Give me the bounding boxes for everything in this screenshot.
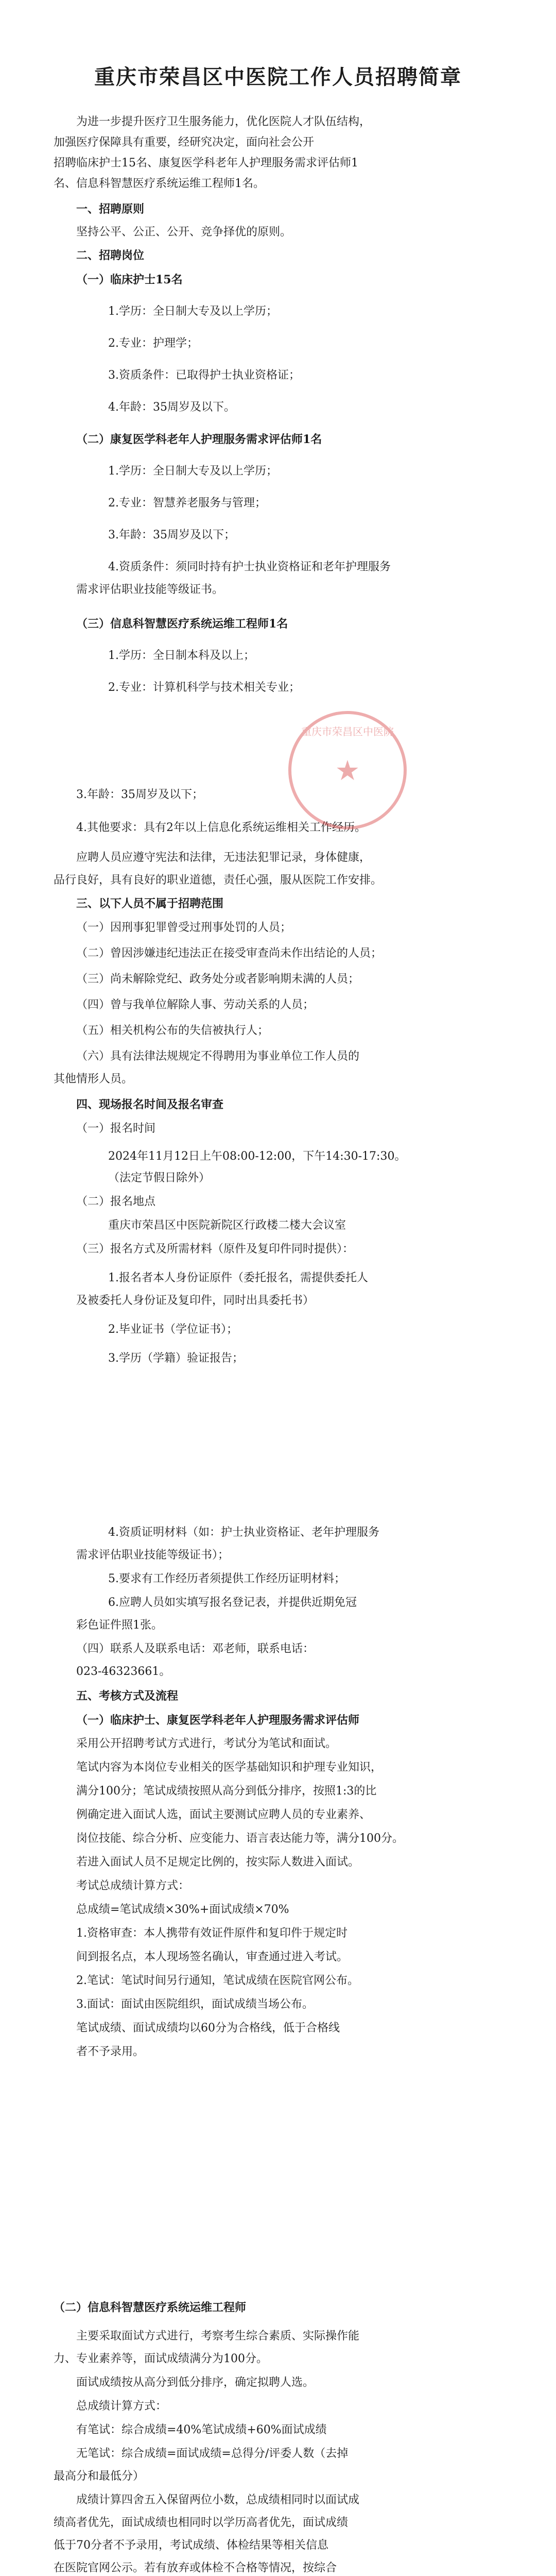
intro-line: 名、信息科智慧医疗系统运维工程师1名。: [54, 177, 265, 190]
intro-line: 加强医疗保障具有重要，经研究决定，面向社会公开: [54, 136, 315, 149]
subsection-heading: （二）康复医学科老年人护理服务需求评估师1名: [76, 433, 322, 446]
section-heading: 二、招聘岗位: [76, 249, 145, 262]
paragraph: 力、专业素养等，面试成绩满分为100分。: [54, 2352, 268, 2365]
contact-phone: 023-46323661。: [76, 1665, 171, 1678]
list-item: 6.应聘人员如实填写报名登记表，并提供近期免冠: [108, 1596, 357, 1609]
list-item: （一）因刑事犯罪曾受过刑事处罚的人员；: [76, 921, 292, 934]
paragraph: 例确定进入面试人选，面试主要测试应聘人员的专业素养、: [76, 1808, 371, 1821]
subsection-heading: （三）信息科智慧医疗系统运维工程师1名: [76, 617, 288, 631]
paragraph: 总成绩计算方式：: [76, 2400, 167, 2413]
official-seal-icon: [288, 711, 407, 829]
list-item: 及被委托人身份证及复印件，同时出具委托书）: [76, 1294, 315, 1307]
list-item: （二）曾因涉嫌违纪违法正在接受审查尚未作出结论的人员；: [76, 947, 383, 960]
seal-text: 重庆市荣昌区中医院: [301, 725, 394, 738]
section-heading: 三、以下人员不属于招聘范围: [76, 897, 224, 910]
paragraph: 考试总成绩计算方式：: [76, 1879, 190, 1892]
paragraph: 绩高者优先，面试成绩也相同时以学历高者优先，面试成绩: [54, 2516, 349, 2529]
paragraph: 品行良好，具有良好的职业道德，责任心强，服从医院工作安排。: [54, 874, 383, 887]
list-item: 1.学历：全日制大专及以上学历；: [108, 305, 277, 318]
subsection-heading: （一）临床护士15名: [76, 273, 183, 286]
list-item: （五）相关机构公布的失信被执行人；: [76, 1024, 269, 1037]
subsection-heading: （一）临床护士、康复医学科老年人护理服务需求评估师: [76, 1714, 360, 1727]
paragraph: 面试成绩按从高分到低分排序，确定拟聘人选。: [76, 2376, 315, 2389]
paragraph: 总成绩=笔试成绩×30%+面试成绩×70%: [76, 1903, 289, 1916]
list-item: （六）具有法律法规规定不得聘用为事业单位工作人员的: [76, 1050, 360, 1063]
list-item: 3.资质条件：已取得护士执业资格证；: [108, 369, 300, 382]
paragraph: 间到报名点，本人现场签名确认，审查通过进入考试。: [76, 1951, 349, 1963]
paragraph: 最高分和最低分）: [54, 2470, 145, 2483]
paragraph: 满分100分；笔试成绩按照从高分到低分排序，按照1:3的比: [76, 1785, 377, 1798]
list-item: 4.年龄：35周岁及以下。: [108, 401, 235, 414]
list-item: （四）曾与我单位解除人事、劳动关系的人员；: [76, 998, 315, 1011]
paragraph: 成绩计算四舍五入保留两位小数，总成绩相同时以面试成: [76, 2494, 360, 2506]
list-item: 2.专业：护理学；: [108, 337, 198, 350]
intro-line: 招聘临床护士15名、康复医学科老年人护理服务需求评估师1: [54, 157, 358, 170]
page-title: 重庆市荣昌区中医院工作人员招聘简章: [94, 65, 462, 89]
list-item: 重庆市荣昌区中医院新院区行政楼二楼大会议室: [108, 1219, 346, 1232]
list-item: 4.资质证明材料（如：护士执业资格证、老年护理服务: [108, 1526, 379, 1539]
list-item: 3.学历（学籍）验证报告；: [108, 1352, 244, 1365]
list-item: 5.要求有工作经历者须提供工作经历证明材料；: [108, 1572, 345, 1585]
paragraph: 在医院官网公示。若有放弃或体检不合格等情况，按综合: [54, 2562, 337, 2574]
paragraph: 笔试内容为本岗位专业相关的医学基础知识和护理专业知识，: [76, 1761, 383, 1774]
section-heading: 四、现场报名时间及报名审查: [76, 1098, 224, 1111]
list-item: 需求评估职业技能等级证书）；: [76, 1549, 230, 1562]
paragraph: 坚持公平、公正、公开、竞争择优的原则。: [76, 226, 292, 239]
list-item: （三）尚未解除党纪、政务处分或者影响期未满的人员；: [76, 973, 360, 986]
list-item: （一）报名时间: [76, 1122, 156, 1135]
list-item: 3.年龄：35周岁及以下；: [76, 788, 203, 801]
paragraph: 者不予录用。: [76, 2045, 145, 2058]
list-item: 1.学历：全日制本科及以上；: [108, 649, 255, 662]
list-item: 1.学历：全日制大专及以上学历；: [108, 465, 277, 478]
list-item: 3.年龄：35周岁及以下；: [108, 529, 235, 541]
paragraph: 应聘人员应遵守宪法和法律，无违法犯罪记录，身体健康，: [76, 851, 371, 864]
paragraph: 1.资格审查：本人携带有效证件原件和复印件于规定时: [76, 1927, 348, 1940]
list-item: 4.资质条件：须同时持有护士执业资格证和老年护理服务: [108, 561, 391, 573]
subsection-heading: （二）信息科智慧医疗系统运维工程师: [54, 2301, 247, 2314]
list-item: （三）报名方式及所需材料（原件及复印件同时提供）：: [76, 1243, 354, 1256]
paragraph: 岗位技能、综合分析、应变能力、语言表达能力等，满分100分。: [76, 1832, 404, 1845]
contact-line: （四）联系人及联系电话：邓老师，联系电话：: [76, 1642, 315, 1655]
list-item: （二）报名地点: [76, 1195, 156, 1208]
paragraph: 笔试成绩、面试成绩均以60分为合格线，低于合格线: [76, 2022, 340, 2035]
list-item: 2024年11月12日上午08:00-12:00，下午14:30-17:30。: [108, 1150, 406, 1163]
paragraph: 2.笔试：笔试时间另行通知，笔试成绩在医院官网公布。: [76, 1974, 359, 1987]
list-item: 彩色证件照1张。: [76, 1619, 163, 1632]
paragraph: 有笔试：综合成绩=40%笔试成绩+60%面试成绩: [76, 2424, 327, 2436]
list-item: 2.毕业证书（学位证书）；: [108, 1323, 238, 1336]
paragraph: 3.面试：面试由医院组织，面试成绩当场公布。: [76, 1998, 314, 2011]
paragraph: 采用公开招聘考试方式进行，考试分为笔试和面试。: [76, 1737, 337, 1750]
list-item: 2.专业：计算机科学与技术相关专业；: [108, 681, 300, 694]
paragraph: 低于70分者不予录用，考试成绩、体检结果等相关信息: [54, 2539, 328, 2552]
list-item: 2.专业：智慧养老服务与管理；: [108, 497, 266, 510]
list-item: 其他情形人员。: [54, 1073, 133, 1086]
intro-line: 为进一步提升医疗卫生服务能力，优化医院人才队伍结构，: [76, 115, 371, 128]
list-item: 需求评估职业技能等级证书。: [76, 583, 224, 596]
paragraph: 无笔试：综合成绩=面试成绩=总得分/评委人数（去掉: [76, 2447, 349, 2460]
list-item: （法定节假日除外）: [108, 1172, 211, 1184]
paragraph: 主要采取面试方式进行，考察考生综合素质、实际操作能: [76, 2330, 360, 2343]
section-heading: 五、考核方式及流程: [76, 1690, 179, 1703]
list-item: 1.报名者本人身份证原件（委托报名，需提供委托人: [108, 1272, 368, 1284]
paragraph: 若进入面试人员不足规定比例的，按实际人数进入面试。: [76, 1856, 360, 1869]
seal-star-icon: ★: [335, 754, 360, 787]
section-heading: 一、招聘原则: [76, 203, 145, 216]
list-item: 4.其他要求：具有2年以上信息化系统运维相关工作经历。: [76, 821, 366, 834]
